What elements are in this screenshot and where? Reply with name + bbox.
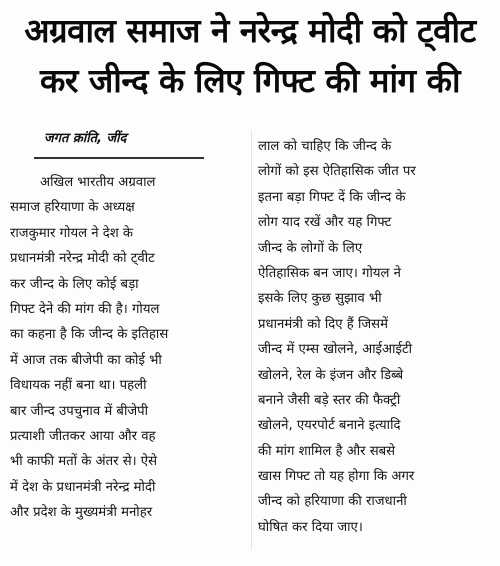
body-line: जीन्द में एम्स खोलने, आईआईटी: [258, 342, 413, 358]
body-line: लोग याद रखें और यह गिफ्ट: [258, 215, 392, 231]
body-line: प्रधानमंत्री नरेन्द्र मोदी को ट्वीट: [10, 251, 155, 267]
body-line: खास गिफ्ट तो यह होगा कि अगर: [258, 469, 415, 485]
body-line: घोषित कर दिया जाए।: [258, 519, 363, 535]
body-line: की मांग शामिल है और सबसे: [258, 443, 396, 459]
body-line: जीन्द के लोगों के लिए: [258, 240, 363, 256]
body-line: बनाने जैसी बड़े स्तर की फैक्ट्री: [258, 392, 401, 408]
body-line: ऐतिहासिक बन जाए। गोयल ने: [258, 265, 401, 281]
body-line: खोलने, एयरपोर्ट बनाने इत्यादि: [258, 418, 401, 434]
body-line: गिफ्ट देने की मांग की है। गोयल: [10, 301, 160, 317]
body-line: में देश के प्रधानमंत्री नरेन्द्र मोदी: [10, 479, 156, 495]
byline: जगत क्रांति, जींद: [44, 131, 127, 146]
body-line: इसके लिए कुछ सुझाव भी: [258, 291, 382, 307]
headline: [8, 6, 492, 106]
body-line: इतना बड़ा गिफ्ट दें कि जीन्द के: [258, 189, 406, 205]
body-line: अखिल भारतीय अग्रवाल: [40, 175, 156, 190]
body-line: राजकुमार गोयल ने देश के: [10, 225, 134, 241]
body-line: खोलने, रेल के इंजन और डिब्बे: [258, 367, 404, 383]
body-line: का कहना है कि जीन्द के इतिहास: [10, 327, 169, 343]
body-line: भी काफी मतों के अंतर से। ऐसे: [10, 454, 158, 470]
body-line: विधायक नहीं बना था। पहली: [10, 378, 147, 394]
body-line: समाज हरियाणा के अध्यक्ष: [10, 200, 135, 216]
headline-line: अग्रवाल समाज ने नरेन्द्र मोदी को ट्वीट: [24, 11, 476, 50]
body-line: प्रधानमंत्री को दिए हैं जिसमें: [258, 316, 388, 332]
body-line: कर जीन्द के लिए कोई बड़ा: [10, 276, 139, 292]
body-line: लोगों को इस ऐतिहासिक जीत पर: [258, 164, 416, 180]
body-line: बार जीन्द उपचुनाव में बीजेपी: [10, 403, 149, 419]
body-line: जीन्द को हरियाणा की राजधानी: [258, 494, 407, 510]
headline-line: कर जीन्द के लिए गिफ्ट की मांग की: [39, 61, 460, 100]
right-column: [258, 134, 492, 540]
body-line: में आज तक बीजेपी का कोई भी: [10, 352, 162, 368]
column-divider: [251, 130, 252, 550]
body-line: लाल को चाहिए कि जीन्द के: [258, 139, 392, 154]
body-line: और प्रदेश के मुख्यमंत्री मनोहर: [10, 505, 153, 521]
left-column: [10, 170, 246, 525]
body-line: प्रत्याशी जीतकर आया और वह: [10, 428, 156, 444]
byline-rule: [34, 157, 204, 159]
